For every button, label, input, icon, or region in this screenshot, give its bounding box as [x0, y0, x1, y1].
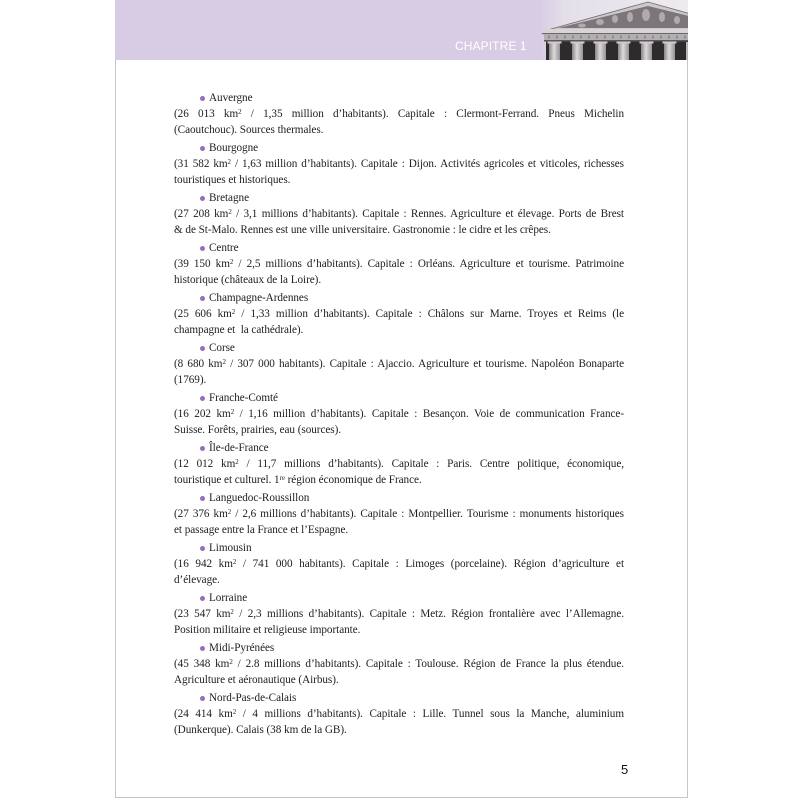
bullet-icon [200, 596, 205, 601]
description-line [174, 156, 624, 172]
description-text: (Dunkerque). Calais (38 km de la GB). [174, 724, 347, 736]
description-text: (45 348 km [174, 658, 230, 670]
description-text: / 2,6 millions d’habitants). Capitale : Montpellier. Tourisme : monuments historiques [231, 508, 624, 520]
description-text: / 3,1 millions d’habitants). Capitale : Rennes. Agriculture et élevage. Ports de Brest [231, 208, 624, 220]
header-band [115, 0, 688, 60]
bullet-icon [200, 296, 205, 301]
description-text: (27 376 km [174, 508, 228, 520]
region-item [174, 390, 624, 438]
region-item [174, 240, 624, 288]
region-item [174, 640, 624, 688]
superscript: 2 [235, 457, 239, 466]
region-name: Languedoc-Roussillon [209, 492, 310, 504]
region-item [174, 140, 624, 188]
description-line [174, 306, 624, 322]
superscript: 2 [229, 257, 234, 266]
description-line [174, 522, 624, 538]
region-heading [174, 390, 624, 406]
region-heading [174, 290, 624, 306]
region-name: Franche-Comté [209, 392, 278, 404]
region-heading [174, 90, 624, 106]
superscript: 2 [238, 107, 242, 116]
region-name: Nord-Pas-de-Calais [209, 692, 297, 704]
description-line [174, 322, 624, 338]
description-text: (16 202 km [174, 408, 231, 420]
region-name: Bretagne [209, 192, 249, 204]
description-text: (Caoutchouc). Sources thermales. [174, 124, 324, 136]
bullet-icon [200, 546, 205, 551]
region-heading [174, 540, 624, 556]
region-list [174, 90, 624, 740]
description-text: Agriculture et aéronautique (Airbus). [174, 674, 339, 686]
description-text: / 11,7 millions d’habitants). Capitale : Paris. Centre politique, économique, [238, 458, 625, 470]
description-line [174, 556, 624, 572]
description-text: / 1,35 million d’habitants). Capitale : Clermont-Ferrand. Pneus Michelin [241, 108, 625, 120]
description-line [174, 572, 624, 588]
superscript: 2 [232, 557, 237, 566]
superscript: 2 [230, 407, 235, 416]
description-line [174, 206, 624, 222]
region-heading [174, 440, 624, 456]
superscript: 2 [231, 307, 236, 316]
superscript: 2 [232, 707, 237, 716]
region-item [174, 540, 624, 588]
region-heading [174, 640, 624, 656]
region-name: Corse [209, 342, 235, 354]
description-line [174, 606, 624, 622]
region-name: Île-de-France [209, 442, 269, 454]
superscript: re [279, 473, 285, 482]
region-name: Limousin [209, 542, 252, 554]
region-item [174, 340, 624, 388]
description-text: d’élevage. [174, 574, 220, 586]
region-heading [174, 490, 624, 506]
description-text: et passage entre la France et l’Espagne. [174, 524, 349, 536]
page-number: 5 [621, 762, 629, 777]
description-text: Suisse. Forêts, prairies, eau (sources). [174, 424, 342, 436]
description-text: (24 414 km [174, 708, 233, 720]
header-building-photo [540, 0, 688, 60]
region-item [174, 90, 624, 138]
description-text: / 2.8 millions d’habitants). Capitale : Toulouse. Région de France la plus étendue. [232, 658, 624, 670]
description-text: / 1,63 million d’habitants). Capitale : Dijon. Activités agricoles et viticoles, richesses [230, 158, 624, 170]
description-line [174, 672, 624, 688]
description-text: / 741 000 habitants). Capitale : Limoges (porcelaine). Région d’agriculture et [236, 558, 625, 570]
description-line [174, 506, 624, 522]
description-text: / 2,5 millions d’habitants). Capitale : Orléans. Agriculture et tourisme. Patrimoine [233, 258, 624, 270]
description-text: historique (châteaux de la Loire). [174, 274, 322, 286]
description-text: (8 680 km [174, 358, 223, 370]
description-text: / 2,3 millions d’habitants). Capitale : Metz. Région frontalière avec l’Allemagne. [233, 608, 624, 620]
description-text: (12 012 km [174, 458, 236, 470]
region-item [174, 440, 624, 488]
region-heading [174, 190, 624, 206]
region-name: Centre [209, 242, 239, 254]
description-line [174, 356, 624, 372]
description-text: / 4 millions d’habitants). Capitale : Lille. Tunnel sous la Manche, aluminium [236, 708, 624, 720]
description-text: (31 582 km [174, 158, 228, 170]
bullet-icon [200, 496, 205, 501]
bullet-icon [200, 196, 205, 201]
region-name: Bourgogne [209, 142, 259, 154]
description-text: (16 942 km [174, 558, 233, 570]
description-line [174, 122, 624, 138]
description-text: Position militaire et religieuse importante. [174, 624, 361, 636]
superscript: 2 [230, 607, 234, 616]
description-line [174, 472, 624, 488]
superscript: 2 [222, 357, 226, 366]
description-text: (23 547 km [174, 608, 231, 620]
region-heading [174, 240, 624, 256]
description-line [174, 456, 624, 472]
region-item [174, 490, 624, 538]
region-name: Auvergne [209, 92, 253, 104]
chapter-label: CHAPITRE 1 [455, 39, 527, 53]
description-line [174, 656, 624, 672]
description-line [174, 222, 624, 238]
description-line [174, 372, 624, 388]
description-line [174, 422, 624, 438]
superscript: 2 [227, 507, 232, 516]
bullet-icon [200, 646, 205, 651]
description-line [174, 622, 624, 638]
description-line [174, 172, 624, 188]
region-item [174, 590, 624, 638]
region-heading [174, 340, 624, 356]
superscript: 2 [228, 207, 232, 216]
description-text: région économique de France. [284, 474, 422, 486]
description-text: champagne et la cathédrale). [174, 324, 304, 336]
description-text: (27 208 km [174, 208, 229, 220]
description-line [174, 722, 624, 738]
region-heading [174, 690, 624, 706]
description-text: / 307 000 habitants). Capitale : Ajaccio. Agriculture et tourisme. Napoléon Bonaparte [225, 358, 624, 370]
region-item [174, 290, 624, 338]
superscript: 2 [229, 657, 233, 666]
region-heading [174, 590, 624, 606]
bullet-icon [200, 346, 205, 351]
bullet-icon [200, 396, 205, 401]
superscript: 2 [227, 157, 231, 166]
description-text: / 1,33 million d’habitants). Capitale : Châlons sur Marne. Troyes et Reims (le [235, 308, 624, 320]
description-text: touristique et culturel. 1 [174, 474, 280, 486]
region-item [174, 190, 624, 238]
region-heading [174, 140, 624, 156]
description-text: / 1,16 million d’habitants). Capitale : Besançon. Voie de communication France- [234, 408, 624, 420]
bullet-icon [200, 146, 205, 151]
bullet-icon [200, 446, 205, 451]
region-item [174, 690, 624, 738]
description-line [174, 256, 624, 272]
description-line [174, 106, 624, 122]
description-text: & de St-Malo. Rennes est une ville universitaire. Gastronomie : le cidre et les crêpes. [174, 224, 551, 236]
description-line [174, 272, 624, 288]
region-name: Champagne-Ardennes [209, 292, 309, 304]
bullet-icon [200, 246, 205, 251]
description-text: (1769). [174, 374, 207, 386]
bullet-icon [200, 696, 205, 701]
description-line [174, 706, 624, 722]
region-name: Midi-Pyrénées [209, 642, 275, 654]
bullet-icon [200, 96, 205, 101]
region-name: Lorraine [209, 592, 248, 604]
description-text: (39 150 km [174, 258, 230, 270]
description-line [174, 406, 624, 422]
description-text: (25 606 km [174, 308, 232, 320]
description-text: (26 013 km [174, 108, 239, 120]
description-text: touristiques et historiques. [174, 174, 291, 186]
